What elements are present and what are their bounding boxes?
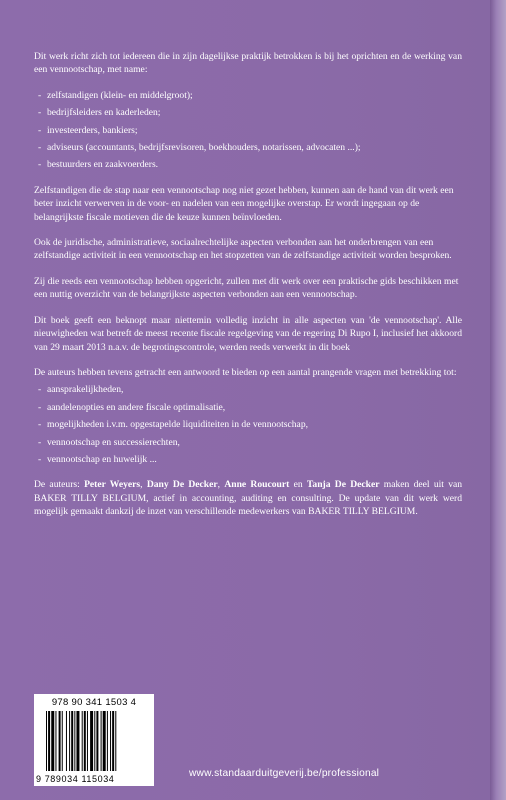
publisher-url[interactable]: www.standaarduitgeverij.be/professional bbox=[189, 768, 380, 779]
intro-paragraph: Dit werk richt zich tot iedereen die in zijn dagelijkse praktijk betrokken is bij het oprichten en de werking van een vennootschap, met name: bbox=[34, 51, 462, 76]
list-item: - adviseurs (accountants, bedrijfsrevisoren, boekhouders, notarissen, advocaten ...); bbox=[34, 141, 462, 154]
separator: en bbox=[289, 479, 307, 491]
author-name: Dany De Decker bbox=[146, 479, 218, 491]
blurb-text bbox=[34, 50, 462, 531]
paragraph: Ook de juridische, administratieve, sociaalrechtelijke aspecten verbonden aan het onderbrengen van een zelfstandige activiteit in een vennootschap en het stopzetten van de zelfstandige activiteit worden besproken. bbox=[34, 237, 452, 262]
author-name: Anne Roucourt bbox=[224, 479, 290, 491]
paragraph: Dit boek geeft een beknopt maar niettemin volledig inzicht in alle aspecten van 'de vennootschap'. Alle nieuwigheden wat betreft de meest recente fiscale regelgeving van de regering Di Rupo I, inclusief het akkoord van 29 maart 2013 n.a.v. de begrotingscontrole, werden reeds verwerkt in dit boek bbox=[34, 314, 462, 353]
authors-prefix: De auteurs: bbox=[34, 479, 85, 491]
list-item: - aansprakelijkheden, bbox=[34, 383, 462, 396]
spine-edge bbox=[490, 0, 506, 800]
authors-paragraph bbox=[34, 478, 462, 518]
paragraph: Zelfstandigen die de stap naar een vennootschap nog niet gezet hebben, kunnen aan de hand van dit werk een beter inzicht verwerven in de voor- en nadelen van een mogelijke overstap. Er wordt ingegaan op de belangrijkste fiscale motieven die de keuze kunnen beïnvloeden. bbox=[34, 184, 454, 223]
list-item: - mogelijkheden i.v.m. opgestapelde liquiditeiten in de vennootschap, bbox=[34, 418, 462, 431]
list-item: - zelfstandigen (klein- en middelgroot); bbox=[34, 89, 462, 102]
separator: , bbox=[217, 479, 225, 491]
paragraph: Zij die reeds een vennootschap hebben opgericht, zullen met dit werk over een praktische gids beschikken met een nuttig overzicht van de belangrijkste aspecten verbonden aan een vennootschap. bbox=[34, 275, 459, 301]
list-item: - vennootschap en huwelijk ... bbox=[34, 453, 462, 466]
paragraph: De auteurs hebben tevens getracht een antwoord te bieden op een aantal prangende vragen met betrekking tot: bbox=[34, 366, 457, 378]
questions-list bbox=[34, 383, 462, 466]
list-item: - investeerders, bankiers; bbox=[34, 124, 462, 137]
authors-suffix: maken deel uit van BAKER TILLY BELGIUM, actief in accounting, auditing en consulting. De update van dit werk werd mogelijk gemaakt dankzij de inzet van verschillende medewerkers van BAKER TILLY BELGIUM. bbox=[34, 479, 463, 518]
list-item: - bedrijfsleiders en kaderleden; bbox=[34, 106, 462, 119]
list-item: - vennootschap en successierechten, bbox=[34, 436, 462, 449]
author-name: Peter Weyers bbox=[84, 479, 141, 491]
author-name: Tanja De Decker bbox=[306, 479, 380, 491]
isbn-barcode bbox=[34, 694, 154, 786]
isbn-number: 978 90 341 1503 4 bbox=[51, 697, 137, 708]
separator: , bbox=[140, 479, 147, 491]
barcode-icon bbox=[46, 711, 142, 773]
list-item: - aandelenopties en andere fiscale optimalisatie, bbox=[34, 401, 462, 414]
audience-list bbox=[34, 89, 462, 172]
ean-number: 9 789034 115034 bbox=[36, 774, 115, 784]
list-item: - bestuurders en zaakvoerders. bbox=[34, 158, 462, 171]
